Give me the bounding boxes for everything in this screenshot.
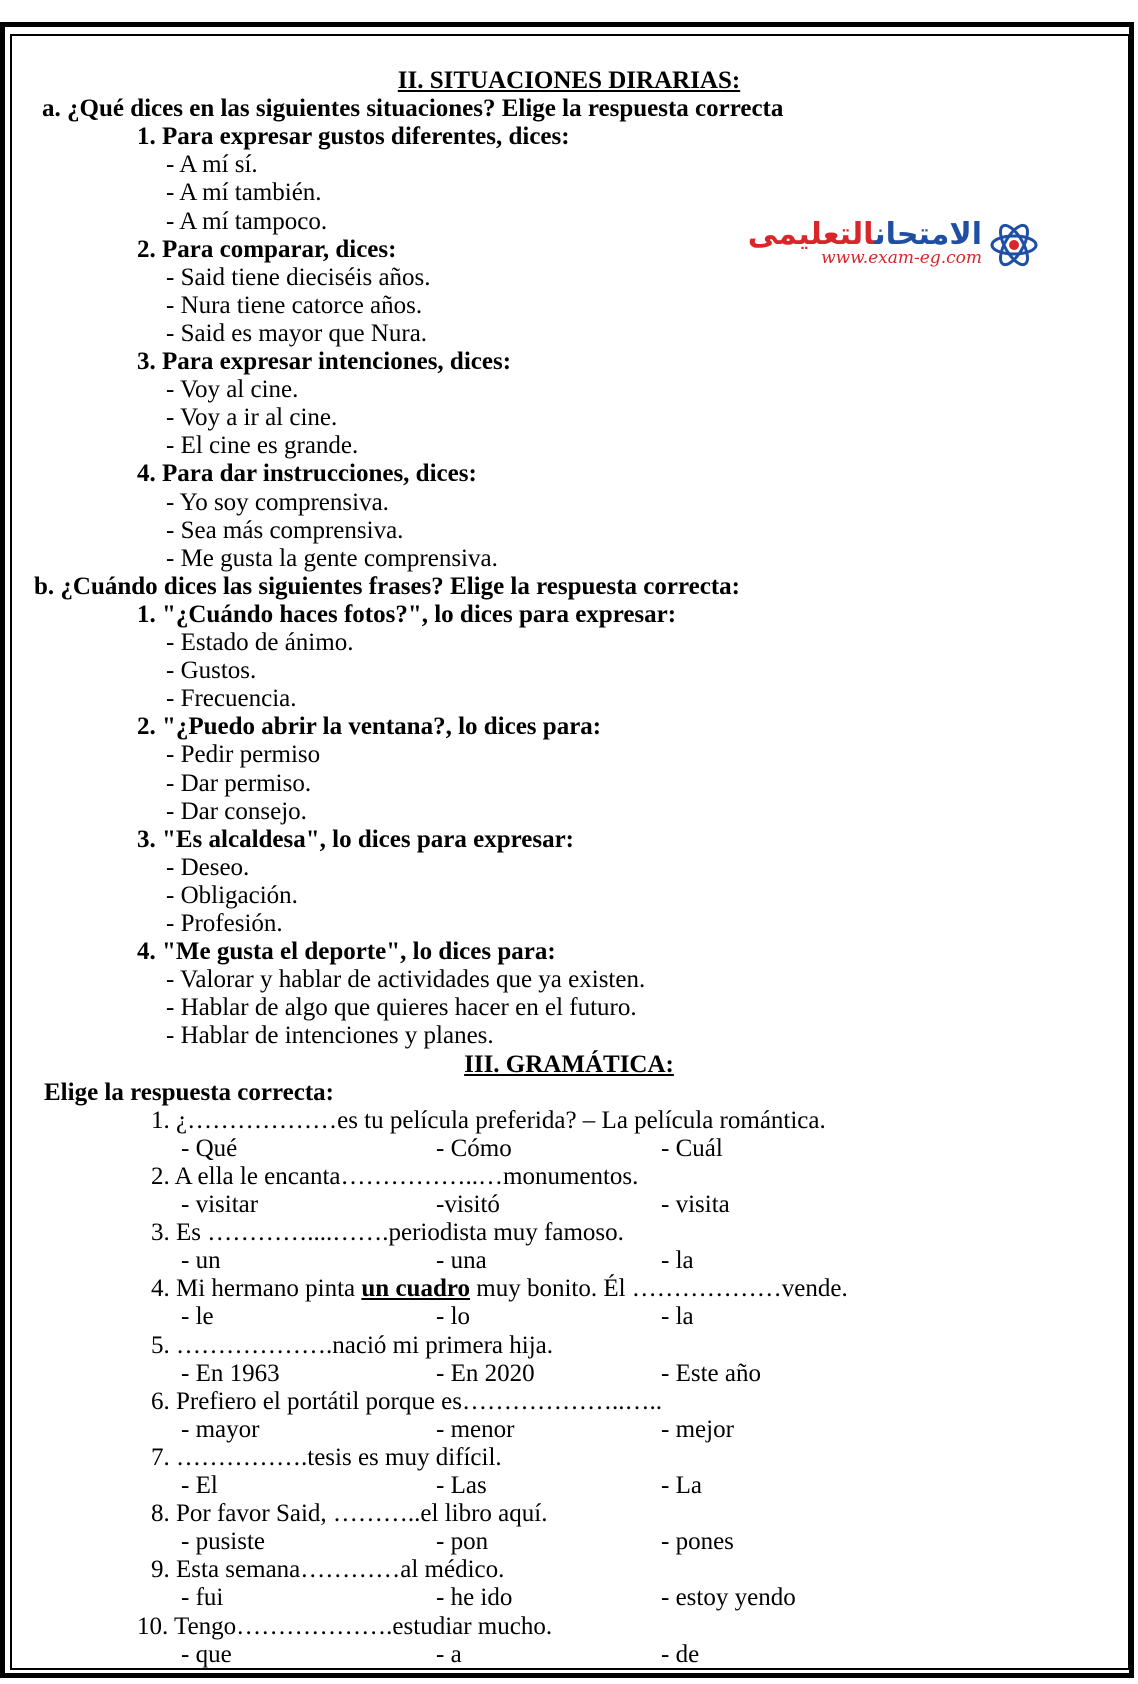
option-a-1-2: - A mí también.: [166, 179, 322, 207]
grammar-option-4-3: - la: [661, 1303, 694, 1331]
grammar-option-5-1: - En 1963: [181, 1359, 280, 1387]
grammar-item-text: 10. Tengo……………….estudiar mucho.: [137, 1612, 553, 1640]
section-title-gramatica: III. GRAMÁTICA:: [464, 1050, 674, 1078]
grammar-option-1-3: - Cuál: [661, 1134, 723, 1162]
option-a-4-3: - Me gusta la gente comprensiva.: [166, 544, 498, 572]
section-title-situaciones: II. SITUACIONES DIRARIAS:: [397, 67, 741, 94]
option-a-3-2: - Voy a ir al cine.: [166, 404, 338, 432]
grammar-option-8-2: - pon: [436, 1528, 489, 1556]
grammar-item-text: 8. Por favor Said, ………..el libro aquí.: [151, 1500, 548, 1528]
question-b-3: 3. "Es alcaldesa", lo dices para expresar:: [137, 825, 574, 853]
grammar-option-1-1: - Qué: [181, 1134, 238, 1162]
option-a-1-3: - A mí tampoco.: [166, 207, 328, 235]
grammar-option-2-1: - visitar: [181, 1191, 259, 1218]
grammar-option-9-2: - he ido: [436, 1584, 513, 1612]
option-a-1-1: - A mí sí.: [166, 151, 258, 179]
option-b-2-3: - Dar consejo.: [166, 797, 307, 825]
grammar-option-1-2: - Cómo: [436, 1134, 512, 1162]
grammar-item-text: 2. A ella le encanta……………..…monumentos.: [151, 1162, 639, 1190]
grammar-option-3-2: - una: [436, 1247, 487, 1275]
logo-arabic-red: التعليمى: [747, 217, 875, 252]
option-b-1-3: - Frecuencia.: [166, 685, 297, 713]
grammar-option-10-3: - de: [661, 1640, 700, 1668]
grammar-option-6-3: - mejor: [661, 1415, 734, 1443]
option-a-2-3: - Said es mayor que Nura.: [166, 319, 428, 347]
grammar-option-2-2: -visitó: [436, 1191, 500, 1218]
grammar-item-6: [151, 1388, 662, 1416]
grammar-option-4-1: - le: [181, 1303, 214, 1331]
option-a-4-1: - Yo soy comprensiva.: [166, 488, 389, 516]
grammar-item-1: [151, 1107, 826, 1135]
question-b-2: 2. "¿Puedo abrir la ventana?, lo dices para:: [137, 713, 602, 741]
grammar-option-5-3: - Este año: [661, 1359, 761, 1387]
grammar-item-text: 7. …………….tesis es muy difícil.: [151, 1443, 502, 1471]
underlined-phrase: un cuadro: [361, 1275, 470, 1303]
grammar-item-8: [151, 1500, 547, 1528]
grammar-item-text-end: muy bonito. Él ………………vende.: [470, 1275, 848, 1303]
part-a-heading: a. ¿Qué dices en las siguientes situaciones? Elige la respuesta correcta: [42, 95, 784, 123]
grammar-option-4-2: - lo: [436, 1303, 471, 1331]
grammar-option-5-2: - En 2020: [436, 1359, 535, 1387]
question-a-1: 1. Para expresar gustos diferentes, dices:: [137, 123, 570, 151]
question-a-4: 4. Para dar instrucciones, dices:: [137, 460, 477, 488]
option-a-2-2: - Nura tiene catorce años.: [166, 291, 423, 319]
logo-url: www.exam-eg.com: [821, 248, 982, 268]
grammar-item-text: 6. Prefiero el portátil porque es………………..…..: [151, 1387, 663, 1415]
grammar-item-9: [151, 1556, 504, 1584]
option-b-3-1: - Deseo.: [166, 853, 250, 881]
grammar-option-6-1: - mayor: [181, 1415, 260, 1443]
grammar-option-8-3: - pones: [661, 1528, 734, 1556]
option-b-1-2: - Gustos.: [166, 657, 257, 685]
grammar-item-3: [151, 1219, 624, 1247]
part-b-heading: b. ¿Cuándo dices las siguientes frases? Elige la respuesta correcta:: [34, 572, 740, 600]
question-b-1: 1. "¿Cuándo haces fotos?", lo dices para expresar:: [137, 600, 677, 628]
option-b-4-1: - Valorar y hablar de actividades que ya existen.: [166, 966, 646, 994]
grammar-item-text: 3. Es …………....…….periodista muy famoso.: [151, 1219, 624, 1247]
grammar-option-6-2: - menor: [436, 1415, 515, 1443]
option-a-3-3: - El cine es grande.: [166, 432, 359, 460]
question-b-4: 4. "Me gusta el deporte", lo dices para:: [137, 938, 556, 966]
option-b-3-3: - Profesión.: [166, 910, 283, 937]
option-a-3-1: - Voy al cine.: [166, 376, 299, 404]
grammar-option-3-1: - un: [181, 1247, 221, 1275]
option-b-4-2: - Hablar de algo que quieres hacer en el futuro.: [166, 994, 637, 1022]
question-a-2: 2. Para comparar, dices:: [137, 235, 397, 263]
option-a-4-2: - Sea más comprensiva.: [166, 516, 404, 544]
grammar-item-text: 4. Mi hermano pinta: [151, 1275, 362, 1303]
logo-arabic-blue: الامتحان: [874, 217, 982, 252]
grammar-option-9-1: - fui: [181, 1584, 224, 1612]
grammar-option-10-2: - a: [436, 1640, 462, 1668]
logo-arabic-text: [748, 218, 982, 252]
grammar-option-10-1: - que: [181, 1640, 232, 1668]
grammar-item-2: [151, 1163, 638, 1191]
grammar-item-10: [137, 1613, 552, 1641]
option-b-2-1: - Pedir permiso: [166, 741, 321, 769]
grammar-item-text: 1. ¿………………es tu película preferida? – La película romántica.: [151, 1106, 826, 1134]
grammar-option-7-3: - La: [661, 1472, 702, 1499]
grammar-option-7-2: - Las: [436, 1472, 487, 1499]
grammar-option-8-1: - pusiste: [181, 1528, 266, 1556]
grammar-item-7: [151, 1444, 502, 1472]
option-b-1-1: - Estado de ánimo.: [166, 629, 354, 656]
option-b-3-2: - Obligación.: [166, 881, 298, 909]
question-a-3: 3. Para expresar intenciones, dices:: [137, 348, 512, 375]
option-b-4-3: - Hablar de intenciones y planes.: [166, 1022, 494, 1050]
grammar-option-7-1: - El: [181, 1472, 218, 1499]
grammar-instruction: Elige la respuesta correcta:: [44, 1078, 334, 1106]
grammar-item-text: 9. Esta semana…………al médico.: [151, 1556, 505, 1584]
grammar-option-2-3: - visita: [661, 1191, 730, 1218]
atom-icon: [988, 220, 1040, 270]
grammar-item-5: [151, 1332, 553, 1360]
grammar-option-9-3: - estoy yendo: [661, 1584, 796, 1612]
option-b-2-2: - Dar permiso.: [166, 769, 312, 797]
exam-eg-logo: [747, 217, 1040, 274]
grammar-item-text: 5. ……………….nació mi primera hija.: [151, 1331, 554, 1359]
grammar-item-4: [151, 1275, 848, 1303]
option-a-2-1: - Said tiene dieciséis años.: [166, 263, 431, 291]
grammar-option-3-3: - la: [661, 1247, 694, 1275]
